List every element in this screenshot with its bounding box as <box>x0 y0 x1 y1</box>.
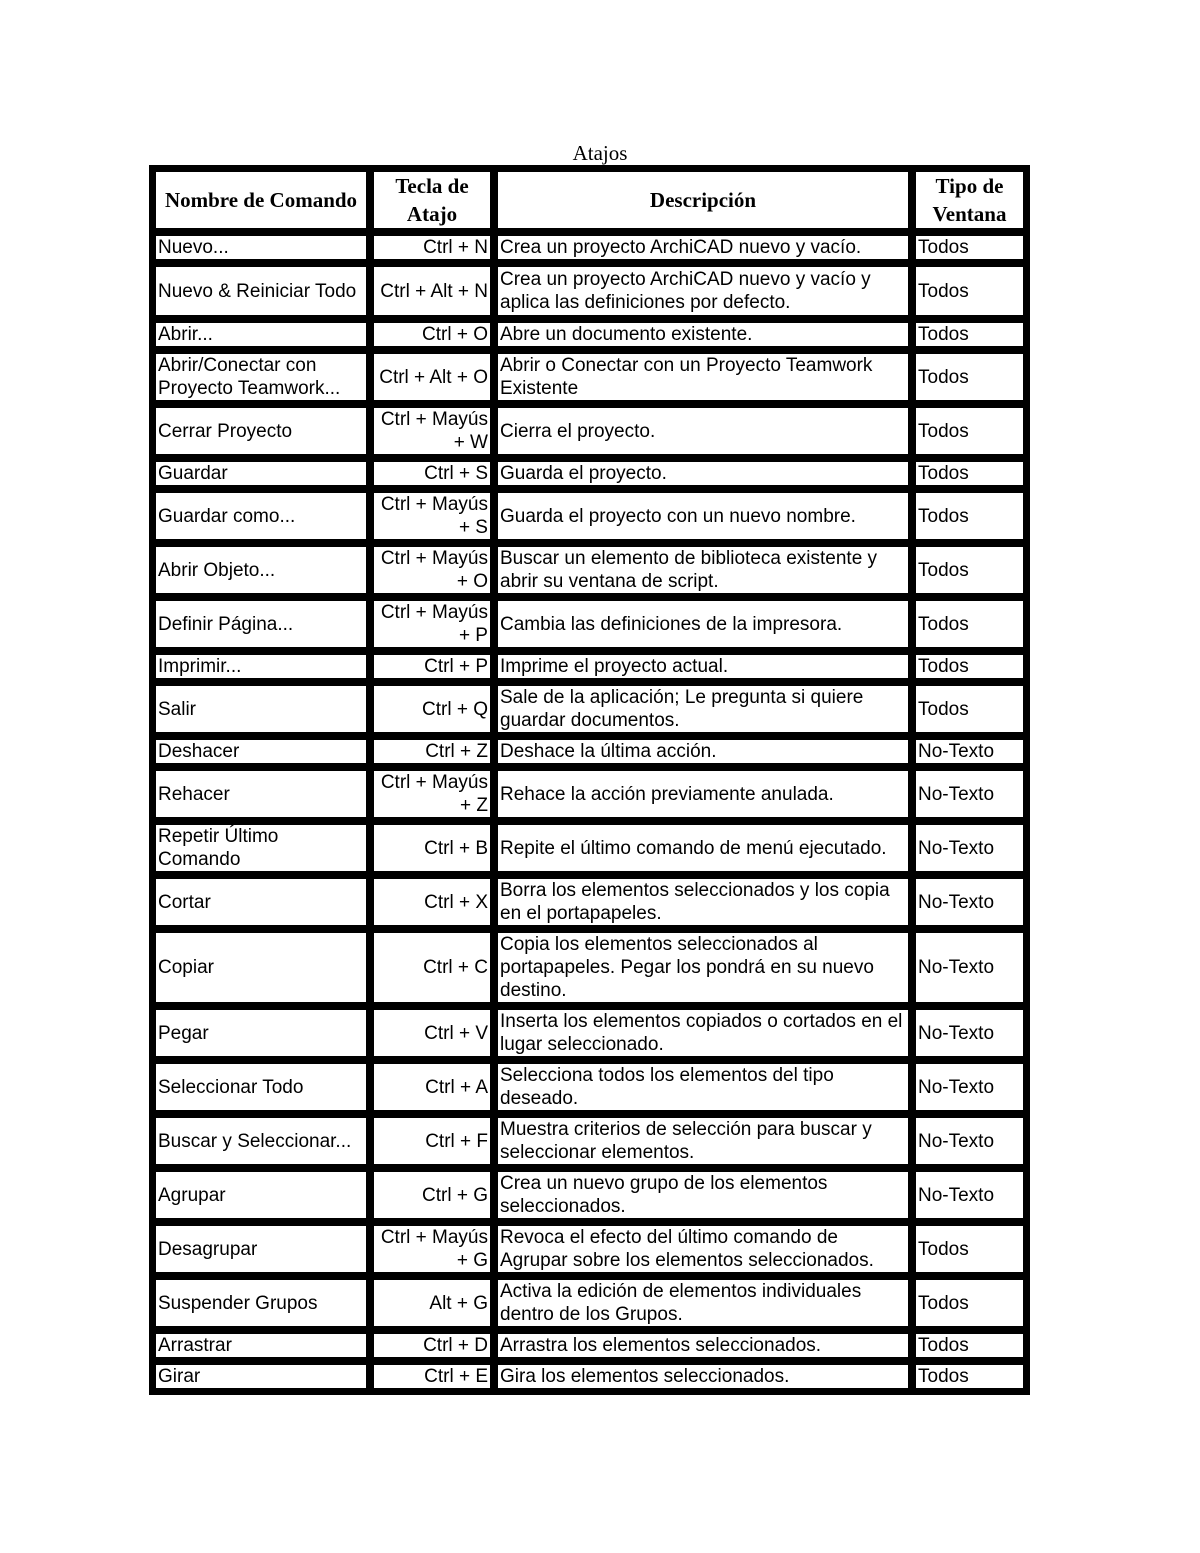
window-type-cell: Todos <box>912 489 1027 543</box>
table-row <box>152 1222 1027 1276</box>
window-type-cell: Todos <box>912 350 1027 404</box>
command-cell: Rehacer <box>152 767 370 821</box>
table-row <box>152 458 1027 489</box>
table-row <box>152 350 1027 404</box>
window-type-cell: Todos <box>912 651 1027 682</box>
table-row <box>152 263 1027 319</box>
table-row <box>152 1276 1027 1330</box>
table-row <box>152 1114 1027 1168</box>
command-cell: Agrupar <box>152 1168 370 1222</box>
command-cell: Deshacer <box>152 736 370 767</box>
description-cell: Gira los elementos seleccionados. <box>494 1361 912 1392</box>
command-cell: Arrastrar <box>152 1330 370 1361</box>
table-row <box>152 232 1027 263</box>
command-cell: Definir Página... <box>152 597 370 651</box>
description-cell: Cambia las definiciones de la impresora. <box>494 597 912 651</box>
table-row <box>152 929 1027 1006</box>
window-type-cell: Todos <box>912 404 1027 458</box>
description-cell: Abrir o Conectar con un Proyecto Teamwork Existente <box>494 350 912 404</box>
command-cell: Abrir... <box>152 319 370 350</box>
command-cell: Cortar <box>152 875 370 929</box>
description-cell: Rehace la acción previamente anulada. <box>494 767 912 821</box>
table-row <box>152 651 1027 682</box>
window-type-cell: Todos <box>912 543 1027 597</box>
shortcut-cell: Ctrl + V <box>370 1006 494 1060</box>
description-cell: Buscar un elemento de biblioteca existente y abrir su ventana de script. <box>494 543 912 597</box>
description-cell: Guarda el proyecto. <box>494 458 912 489</box>
window-type-cell: No-Texto <box>912 929 1027 1006</box>
description-cell: Arrastra los elementos seleccionados. <box>494 1330 912 1361</box>
shortcut-cell: Ctrl + Mayús + Z <box>370 767 494 821</box>
window-type-cell: Todos <box>912 1361 1027 1392</box>
header-command: Nombre de Comando <box>152 168 370 232</box>
description-cell: Borra los elementos seleccionados y los copia en el portapapeles. <box>494 875 912 929</box>
shortcut-cell: Ctrl + Mayús + G <box>370 1222 494 1276</box>
table-row <box>152 1330 1027 1361</box>
table-row <box>152 543 1027 597</box>
shortcut-cell: Ctrl + D <box>370 1330 494 1361</box>
description-cell: Activa la edición de elementos individuales dentro de los Grupos. <box>494 1276 912 1330</box>
window-type-cell: Todos <box>912 263 1027 319</box>
description-cell: Repite el último comando de menú ejecutado. <box>494 821 912 875</box>
window-type-cell: No-Texto <box>912 1114 1027 1168</box>
window-type-cell: Todos <box>912 682 1027 736</box>
command-cell: Desagrupar <box>152 1222 370 1276</box>
shortcut-cell: Ctrl + Mayús + P <box>370 597 494 651</box>
command-cell: Copiar <box>152 929 370 1006</box>
window-type-cell: No-Texto <box>912 875 1027 929</box>
window-type-cell: No-Texto <box>912 1060 1027 1114</box>
command-cell: Pegar <box>152 1006 370 1060</box>
command-cell: Buscar y Seleccionar... <box>152 1114 370 1168</box>
description-cell: Deshace la última acción. <box>494 736 912 767</box>
command-cell: Cerrar Proyecto <box>152 404 370 458</box>
shortcut-cell: Ctrl + Mayús + W <box>370 404 494 458</box>
window-type-cell: Todos <box>912 319 1027 350</box>
table-row <box>152 767 1027 821</box>
window-type-cell: Todos <box>912 597 1027 651</box>
command-cell: Seleccionar Todo <box>152 1060 370 1114</box>
table-row <box>152 1168 1027 1222</box>
command-cell: Abrir/Conectar con Proyecto Teamwork... <box>152 350 370 404</box>
description-cell: Inserta los elementos copiados o cortados en el lugar seleccionado. <box>494 1006 912 1060</box>
description-cell: Abre un documento existente. <box>494 319 912 350</box>
shortcut-cell: Ctrl + G <box>370 1168 494 1222</box>
table-row <box>152 597 1027 651</box>
description-cell: Crea un proyecto ArchiCAD nuevo y vacío. <box>494 232 912 263</box>
shortcut-cell: Ctrl + Alt + O <box>370 350 494 404</box>
table-row <box>152 821 1027 875</box>
table-row <box>152 489 1027 543</box>
command-cell: Guardar como... <box>152 489 370 543</box>
window-type-cell: No-Texto <box>912 736 1027 767</box>
description-cell: Guarda el proyecto con un nuevo nombre. <box>494 489 912 543</box>
table-caption: Atajos <box>572 141 628 165</box>
header-window-type: Tipo de Ventana <box>912 168 1027 232</box>
description-cell: Revoca el efecto del último comando de Agrupar sobre los elementos seleccionados. <box>494 1222 912 1276</box>
header-description: Descripción <box>494 168 912 232</box>
shortcut-cell: Ctrl + Q <box>370 682 494 736</box>
window-type-cell: No-Texto <box>912 1006 1027 1060</box>
description-cell: Copia los elementos seleccionados al portapapeles. Pegar los pondrá en su nuevo destino. <box>494 929 912 1006</box>
shortcut-cell: Ctrl + Z <box>370 736 494 767</box>
shortcut-cell: Ctrl + E <box>370 1361 494 1392</box>
command-cell: Girar <box>152 1361 370 1392</box>
window-type-cell: Todos <box>912 232 1027 263</box>
window-type-cell: No-Texto <box>912 821 1027 875</box>
command-cell: Nuevo... <box>152 232 370 263</box>
command-cell: Nuevo & Reiniciar Todo <box>152 263 370 319</box>
shortcut-cell: Ctrl + Mayús + O <box>370 543 494 597</box>
description-cell: Sale de la aplicación; Le pregunta si quiere guardar documentos. <box>494 682 912 736</box>
table-row <box>152 1060 1027 1114</box>
shortcut-cell: Alt + G <box>370 1276 494 1330</box>
window-type-cell: Todos <box>912 1276 1027 1330</box>
window-type-cell: No-Texto <box>912 1168 1027 1222</box>
table-row <box>152 404 1027 458</box>
description-cell: Imprime el proyecto actual. <box>494 651 912 682</box>
table-row <box>152 1361 1027 1392</box>
window-type-cell: Todos <box>912 1330 1027 1361</box>
window-type-cell: Todos <box>912 458 1027 489</box>
header-shortcut: Tecla de Atajo <box>370 168 494 232</box>
table-row <box>152 875 1027 929</box>
shortcuts-table <box>149 165 1030 1395</box>
command-cell: Salir <box>152 682 370 736</box>
header-row <box>152 168 1027 232</box>
command-cell: Guardar <box>152 458 370 489</box>
shortcut-cell: Ctrl + Mayús + S <box>370 489 494 543</box>
description-cell: Crea un proyecto ArchiCAD nuevo y vacío y aplica las definiciones por defecto. <box>494 263 912 319</box>
command-cell: Imprimir... <box>152 651 370 682</box>
shortcut-cell: Ctrl + S <box>370 458 494 489</box>
command-cell: Suspender Grupos <box>152 1276 370 1330</box>
table-row <box>152 736 1027 767</box>
table-row <box>152 319 1027 350</box>
description-cell: Selecciona todos los elementos del tipo deseado. <box>494 1060 912 1114</box>
command-cell: Repetir Último Comando <box>152 821 370 875</box>
shortcut-cell: Ctrl + C <box>370 929 494 1006</box>
description-cell: Cierra el proyecto. <box>494 404 912 458</box>
shortcut-cell: Ctrl + O <box>370 319 494 350</box>
window-type-cell: Todos <box>912 1222 1027 1276</box>
description-cell: Crea un nuevo grupo de los elementos seleccionados. <box>494 1168 912 1222</box>
shortcut-cell: Ctrl + P <box>370 651 494 682</box>
shortcut-cell: Ctrl + X <box>370 875 494 929</box>
table-row <box>152 682 1027 736</box>
table-row <box>152 1006 1027 1060</box>
description-cell: Muestra criterios de selección para buscar y seleccionar elementos. <box>494 1114 912 1168</box>
shortcut-cell: Ctrl + Alt + N <box>370 263 494 319</box>
shortcut-cell: Ctrl + F <box>370 1114 494 1168</box>
shortcut-cell: Ctrl + A <box>370 1060 494 1114</box>
shortcut-cell: Ctrl + N <box>370 232 494 263</box>
command-cell: Abrir Objeto... <box>152 543 370 597</box>
window-type-cell: No-Texto <box>912 767 1027 821</box>
shortcut-cell: Ctrl + B <box>370 821 494 875</box>
